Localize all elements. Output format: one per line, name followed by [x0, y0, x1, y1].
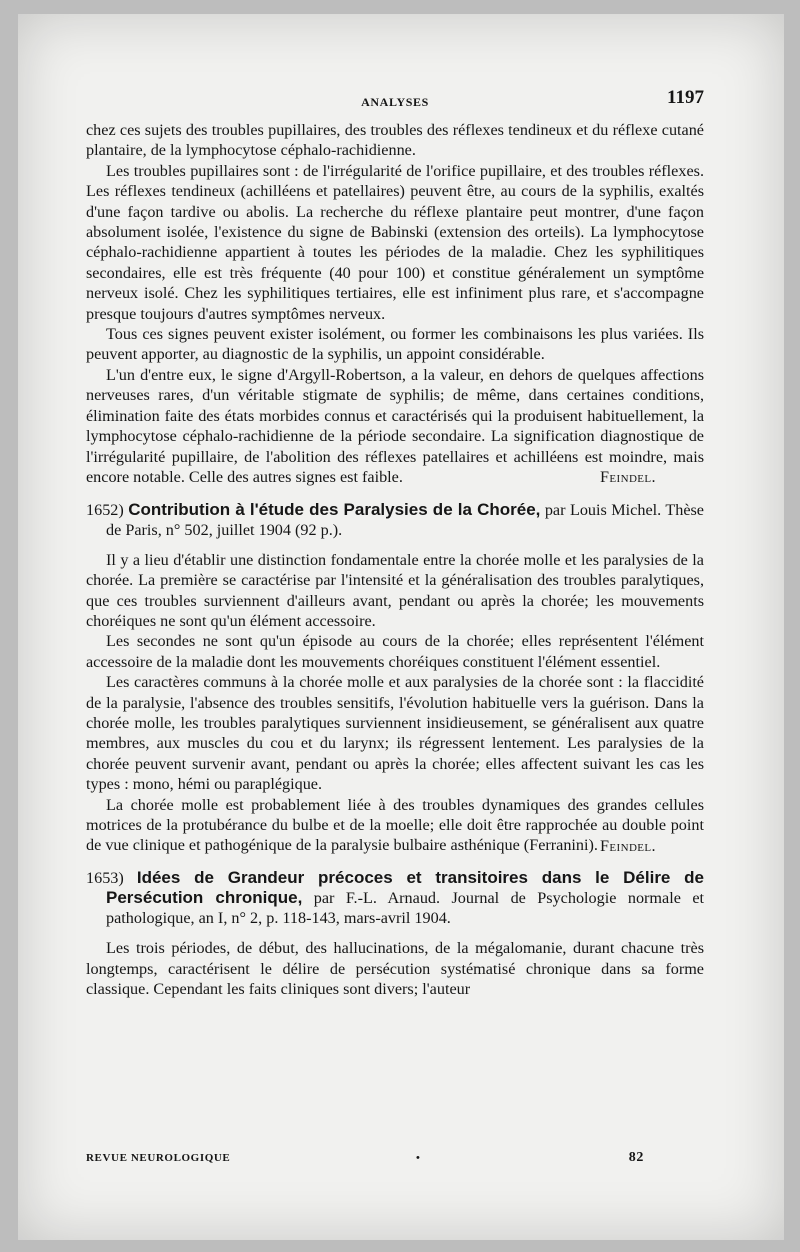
- paragraph: La chorée molle est probablement liée à des troubles dynamiques des grandes cellules motrices de la protubérance du bulbe et de la moelle; elle doit être rapprochée au double point de vue clinique et pathogénique de la paralysie bulbaire asthénique (Ferranini).: [86, 795, 704, 855]
- section-previous: [86, 120, 704, 488]
- paragraph: Tous ces signes peuvent exister isolément, ou former les combinaisons les plus variées. Ils peuvent apporter, au diagnostic de la syphilis, un appoint considérable.: [86, 325, 704, 364]
- entry-heading: [86, 500, 704, 540]
- document-page: [86, 87, 705, 1165]
- paragraph: Les troubles pupillaires sont : de l'irrégularité de l'orifice pupillaire, et des troubles réflexes. Les réflexes tendineux (achilléens et patellaires) peuvent être, au cours de la syphilis, exaltés d'une façon tardive ou abolis. La recherche du réflexe plantaire peut montrer, d'une façon absolument isolée, l'existence du signe de Babinski (extension des orteils). La lymphocytose céphalo-rachidienne appartient à toutes les périodes de la maladie. Chez les syphilitiques secondaires, elle est très fréquente (40 pour 100) et constitue généralement un symptôme nerveux isolé. Chez les syphilitiques tertiaires, elle est infiniment plus rare, et s'accompagne presque toujours d'autres symptômes nerveux.: [86, 161, 704, 323]
- paragraph: Les trois périodes, de début, des hallucinations, de la mégalomanie, durant chacune très longtemps, caractérisent le délire de persécution systématisé chronique dans sa forme classique. Cependant les faits cliniques sont divers; l'auteur: [86, 939, 704, 999]
- entry-title: Contribution à l'étude des Paralysies de la Chorée,: [128, 499, 541, 519]
- entry-citation: par F.-L. Arnaud. Journal de Psychologie normale et pathologique, an I, n° 2, p. 118-143, mars-avril 1904.: [106, 889, 704, 928]
- entry-title: Idées de Grandeur précoces et transitoires dans le Délire de Persécution chronique,: [106, 868, 705, 908]
- signature: Feindel.: [600, 468, 656, 487]
- paragraph: chez ces sujets des troubles pupillaires, des troubles des réflexes tendineux et du réflexe cutané plantaire, de la lymphocytose céphalo-rachidienne.: [86, 121, 704, 160]
- journal-name: REVUE NEUROLOGIQUE: [86, 1152, 231, 1164]
- paragraph: Les secondes ne sont qu'un épisode au cours de la chorée; elles représentent l'élément accessoire de la maladie dont les mouvements choréiques constituent l'élément essentiel.: [86, 632, 704, 671]
- entry-number: 1652): [86, 500, 124, 519]
- footer-mark: •: [416, 1152, 421, 1164]
- paragraph: Il y a lieu d'établir une distinction fondamentale entre la chorée molle et les paralysies de la chorée. La première se caractérise par l'intensité et la généralisation des troubles paralytiques, que ces troubles surviennent d'ailleurs avant, pendant ou après la chorée; les mouvements choréiques ne sont qu'un élément accessoire.: [86, 550, 704, 630]
- entry-number: 1653): [86, 869, 124, 888]
- running-head-title: ANALYSES: [361, 95, 429, 109]
- page-number: 1197: [667, 87, 704, 108]
- running-head: [86, 87, 704, 116]
- entry-1653: [86, 868, 704, 999]
- page-footer: [86, 1148, 704, 1168]
- entry-heading: [86, 868, 704, 928]
- paragraph: Les caractères communs à la chorée molle et aux paralysies de la chorée sont : la flaccidité de la paralysie, l'absence des troubles sensitifs, l'évolution habituelle vers la guérison. Dans la chorée molle, les troubles paralytiques surviennent insidieusement, se généralisent aux quatre membres, aux muscles du cou et du larynx; ils régressent lentement. Les paralysies de la chorée peuvent survenir avant, pendant ou après la chorée; elles affectent suivant les cas les types : mono, hémi ou paraplégique.: [86, 673, 704, 794]
- paragraph: L'un d'entre eux, le signe d'Argyll-Robertson, a la valeur, en dehors de quelques affections nerveuses rares, d'un véritable stigmate de syphilis; de même, dans certaines conditions, élimination faite des états morbides connus et caractérisés qui la produisent habituellement, la lymphocytose céphalo-rachidienne de la période secondaire. La signification diagnostique de l'irrégularité pupillaire, de l'abolition des réflexes patellaires et achilléens est moindre, mais encore notable. Celle des autres signes est faible.: [86, 365, 704, 486]
- entry-1652: [86, 500, 704, 857]
- sheet-number: 82: [628, 1150, 644, 1165]
- entry-citation: par Louis Michel. Thèse de Paris, n° 502, juillet 1904 (92 p.).: [106, 500, 704, 539]
- signature: Feindel.: [600, 836, 656, 855]
